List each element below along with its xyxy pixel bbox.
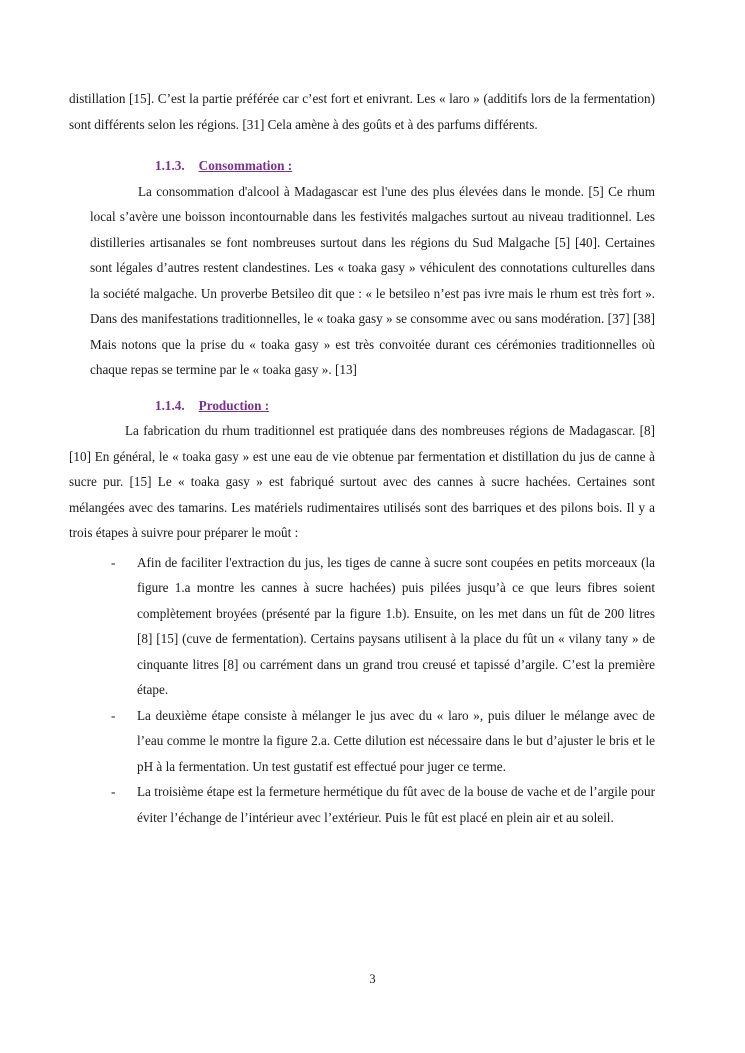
section-body-consommation: La consommation d'alcool à Madagascar est l'une des plus élevées dans le monde. [5] Ce rhum local s’avère une boisson incontournable dans les festivités malgaches surtout au niveau traditionnel. Les distilleries artisanales se font nombreuses surtout dans les régions du Sud Malgache [5] [40]. Certaines sont légales d’autres restent clandestines. Les « toaka gasy » véhiculent des connotations culturelles dans la société malgache. Un proverbe Betsileo dit que : « le betsileo n’est pas ivre mais le rhum est très fort ». Dans des manifestations traditionnelles, le « toaka gasy » se consomme avec ou sans modération. [37] [38] Mais notons que la prise du « toaka gasy » est très convoitée durant ces cérémonies traditionnelles où chaque repas se termine par le « toaka gasy ». [13] bbox=[90, 183, 655, 377]
section-heading-consommation bbox=[69, 153, 655, 179]
section-heading-production bbox=[69, 393, 655, 419]
list-item-text: La deuxième étape consiste à mélanger le jus avec du « laro », puis diluer le mélange avec de l’eau comme le montre la figure 2.a. Cette dilution est nécessaire dans le but d’ajuster le bris et le pH à la fermentation. Un test gustatif est effectué pour juger ce terme. bbox=[137, 707, 655, 774]
section-title: Consommation : bbox=[198, 158, 293, 173]
spacer bbox=[69, 383, 655, 393]
page-number: 3 bbox=[369, 972, 376, 986]
list-item bbox=[69, 779, 655, 830]
list-item bbox=[69, 703, 655, 780]
section-title: Production : bbox=[198, 397, 270, 413]
bullet-marker: - bbox=[111, 784, 116, 799]
list-item-text: Afin de faciliter l'extraction du jus, les tiges de canne à sucre sont coupées en petits morceaux (la figure 1.a montre les cannes à sucre hachées) puis pilées jusqu’à ce que leurs fibres soient complètement broyées (présenté par la figure 1.b). Ensuite, on les met dans un fût de 200 litres [8] [15] (cuve de fermentation). Certains paysans utilisent à la place du fût un « vilany tany » de cinquante litres [8] ou carrément dans un grand trou creusé et tapissé d’argile. C’est la première étape. bbox=[137, 554, 655, 697]
bullet-marker: - bbox=[111, 554, 116, 570]
steps-list bbox=[69, 550, 655, 831]
bullet-marker: - bbox=[111, 707, 116, 723]
list-item-text: La troisième étape est la fermeture hermétique du fût avec de la bouse de vache et de l’argile pour éviter l’échange de l’intérieur avec l’extérieur. Puis le fût est placé en plein air et au soleil. bbox=[137, 784, 655, 825]
intro-paragraph: distillation [15]. C’est la partie préférée car c’est fort et enivrant. Les « laro » (additifs lors de la fermentation) sont différents selon les régions. [31] Cela amène à des goûts et à des parfums différents. bbox=[69, 91, 655, 132]
section-body-production: La fabrication du rhum traditionnel est pratiquée dans des nombreuses régions de Madagascar. [8] [10] En général, le « toaka gasy » est une eau de vie obtenue par fermentation et distillation du jus de canne à sucre pur. [15] Le « toaka gasy » est fabriqué surtout avec des cannes à sucre hachées. Certaines sont mélangées avec des tamarins. Les matériels rudimentaires utilisés sont des barriques et des pilons bois. Il y a trois étapes à suivre pour préparer le moût : bbox=[69, 423, 655, 540]
section-number: 1.1.3. bbox=[155, 158, 185, 173]
list-item bbox=[69, 550, 655, 703]
section-number: 1.1.4. bbox=[155, 397, 185, 413]
